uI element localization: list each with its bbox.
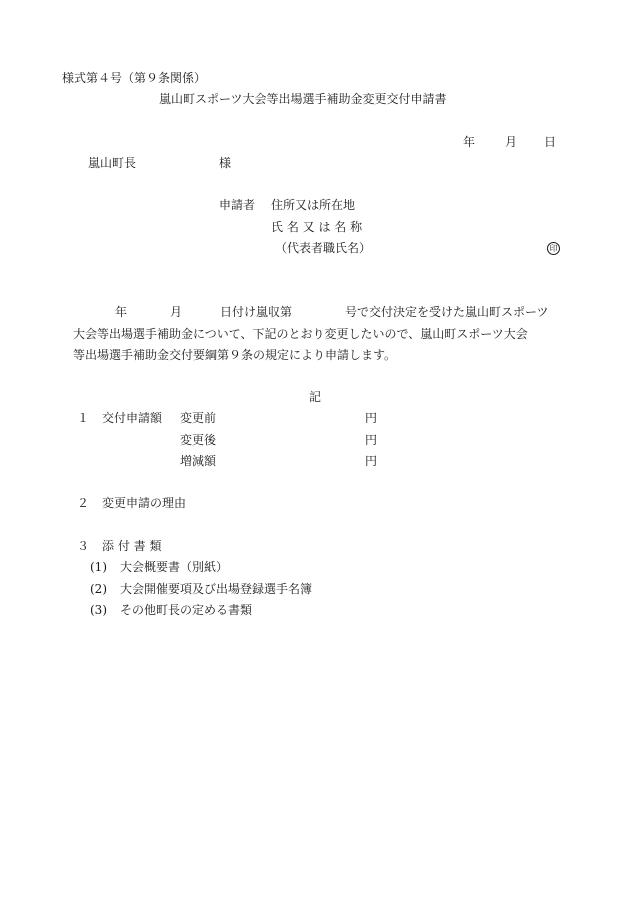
item-2-number: ２: [77, 496, 90, 510]
body-month: 月: [170, 305, 183, 319]
addressee-honorific: 様: [219, 156, 232, 170]
item-1-row-diff-unit: 円: [365, 454, 378, 468]
item-1-row-before-unit: 円: [365, 411, 378, 425]
date-day: 日: [544, 135, 557, 149]
seal-icon: 印: [547, 242, 560, 255]
document-title: 嵐山町スポーツ大会等出場選手補助金変更交付申請書: [159, 92, 447, 106]
applicant-address-label: 住所又は所在地: [271, 198, 356, 212]
document-1-text: 大会概要書（別紙）: [120, 560, 229, 574]
date-year: 年: [463, 135, 476, 149]
item-3-label: 添 付 書 類: [102, 539, 162, 553]
body-line1-rest: 号で交付決定を受けた嵐山町スポーツ: [345, 305, 549, 319]
item-1-label: 交付申請額: [102, 411, 163, 425]
body-year: 年: [115, 305, 128, 319]
item-1-number: １: [77, 411, 90, 425]
ki-heading: 記: [309, 390, 322, 404]
item-1-row-after-label: 変更後: [180, 433, 217, 447]
item-1-row-after-unit: 円: [365, 433, 378, 447]
applicant-name-label: 氏 名 又 は 名 称: [271, 220, 363, 234]
item-1-row-diff-label: 増減額: [180, 454, 217, 468]
body-line2: 大会等出場選手補助金について、下記のとおり変更したいので、嵐山町スポーツ大会: [73, 327, 528, 341]
document-1-number: (1): [90, 560, 107, 574]
document-3-text: その他町長の定める書類: [120, 603, 253, 617]
date-month: 月: [505, 135, 518, 149]
item-2-label: 変更申請の理由: [102, 496, 187, 510]
applicant-representative-label: （代表者職氏名）: [275, 241, 372, 255]
body-line3: 等出場選手補助金交付要綱第９条の規定により申請します。: [73, 348, 397, 362]
body-day-prefix: 日付け嵐収第: [220, 305, 293, 319]
document-3-number: (3): [90, 603, 107, 617]
applicant-label: 申請者: [219, 198, 256, 212]
item-3-number: ３: [77, 539, 90, 553]
form-number: 様式第４号（第９条関係）: [62, 71, 207, 85]
document-2-number: (2): [90, 582, 107, 596]
item-1-row-before-label: 変更前: [180, 411, 217, 425]
document-2-text: 大会開催要項及び出場登録選手名簿: [120, 582, 313, 596]
addressee-name: 嵐山町長: [88, 156, 137, 170]
